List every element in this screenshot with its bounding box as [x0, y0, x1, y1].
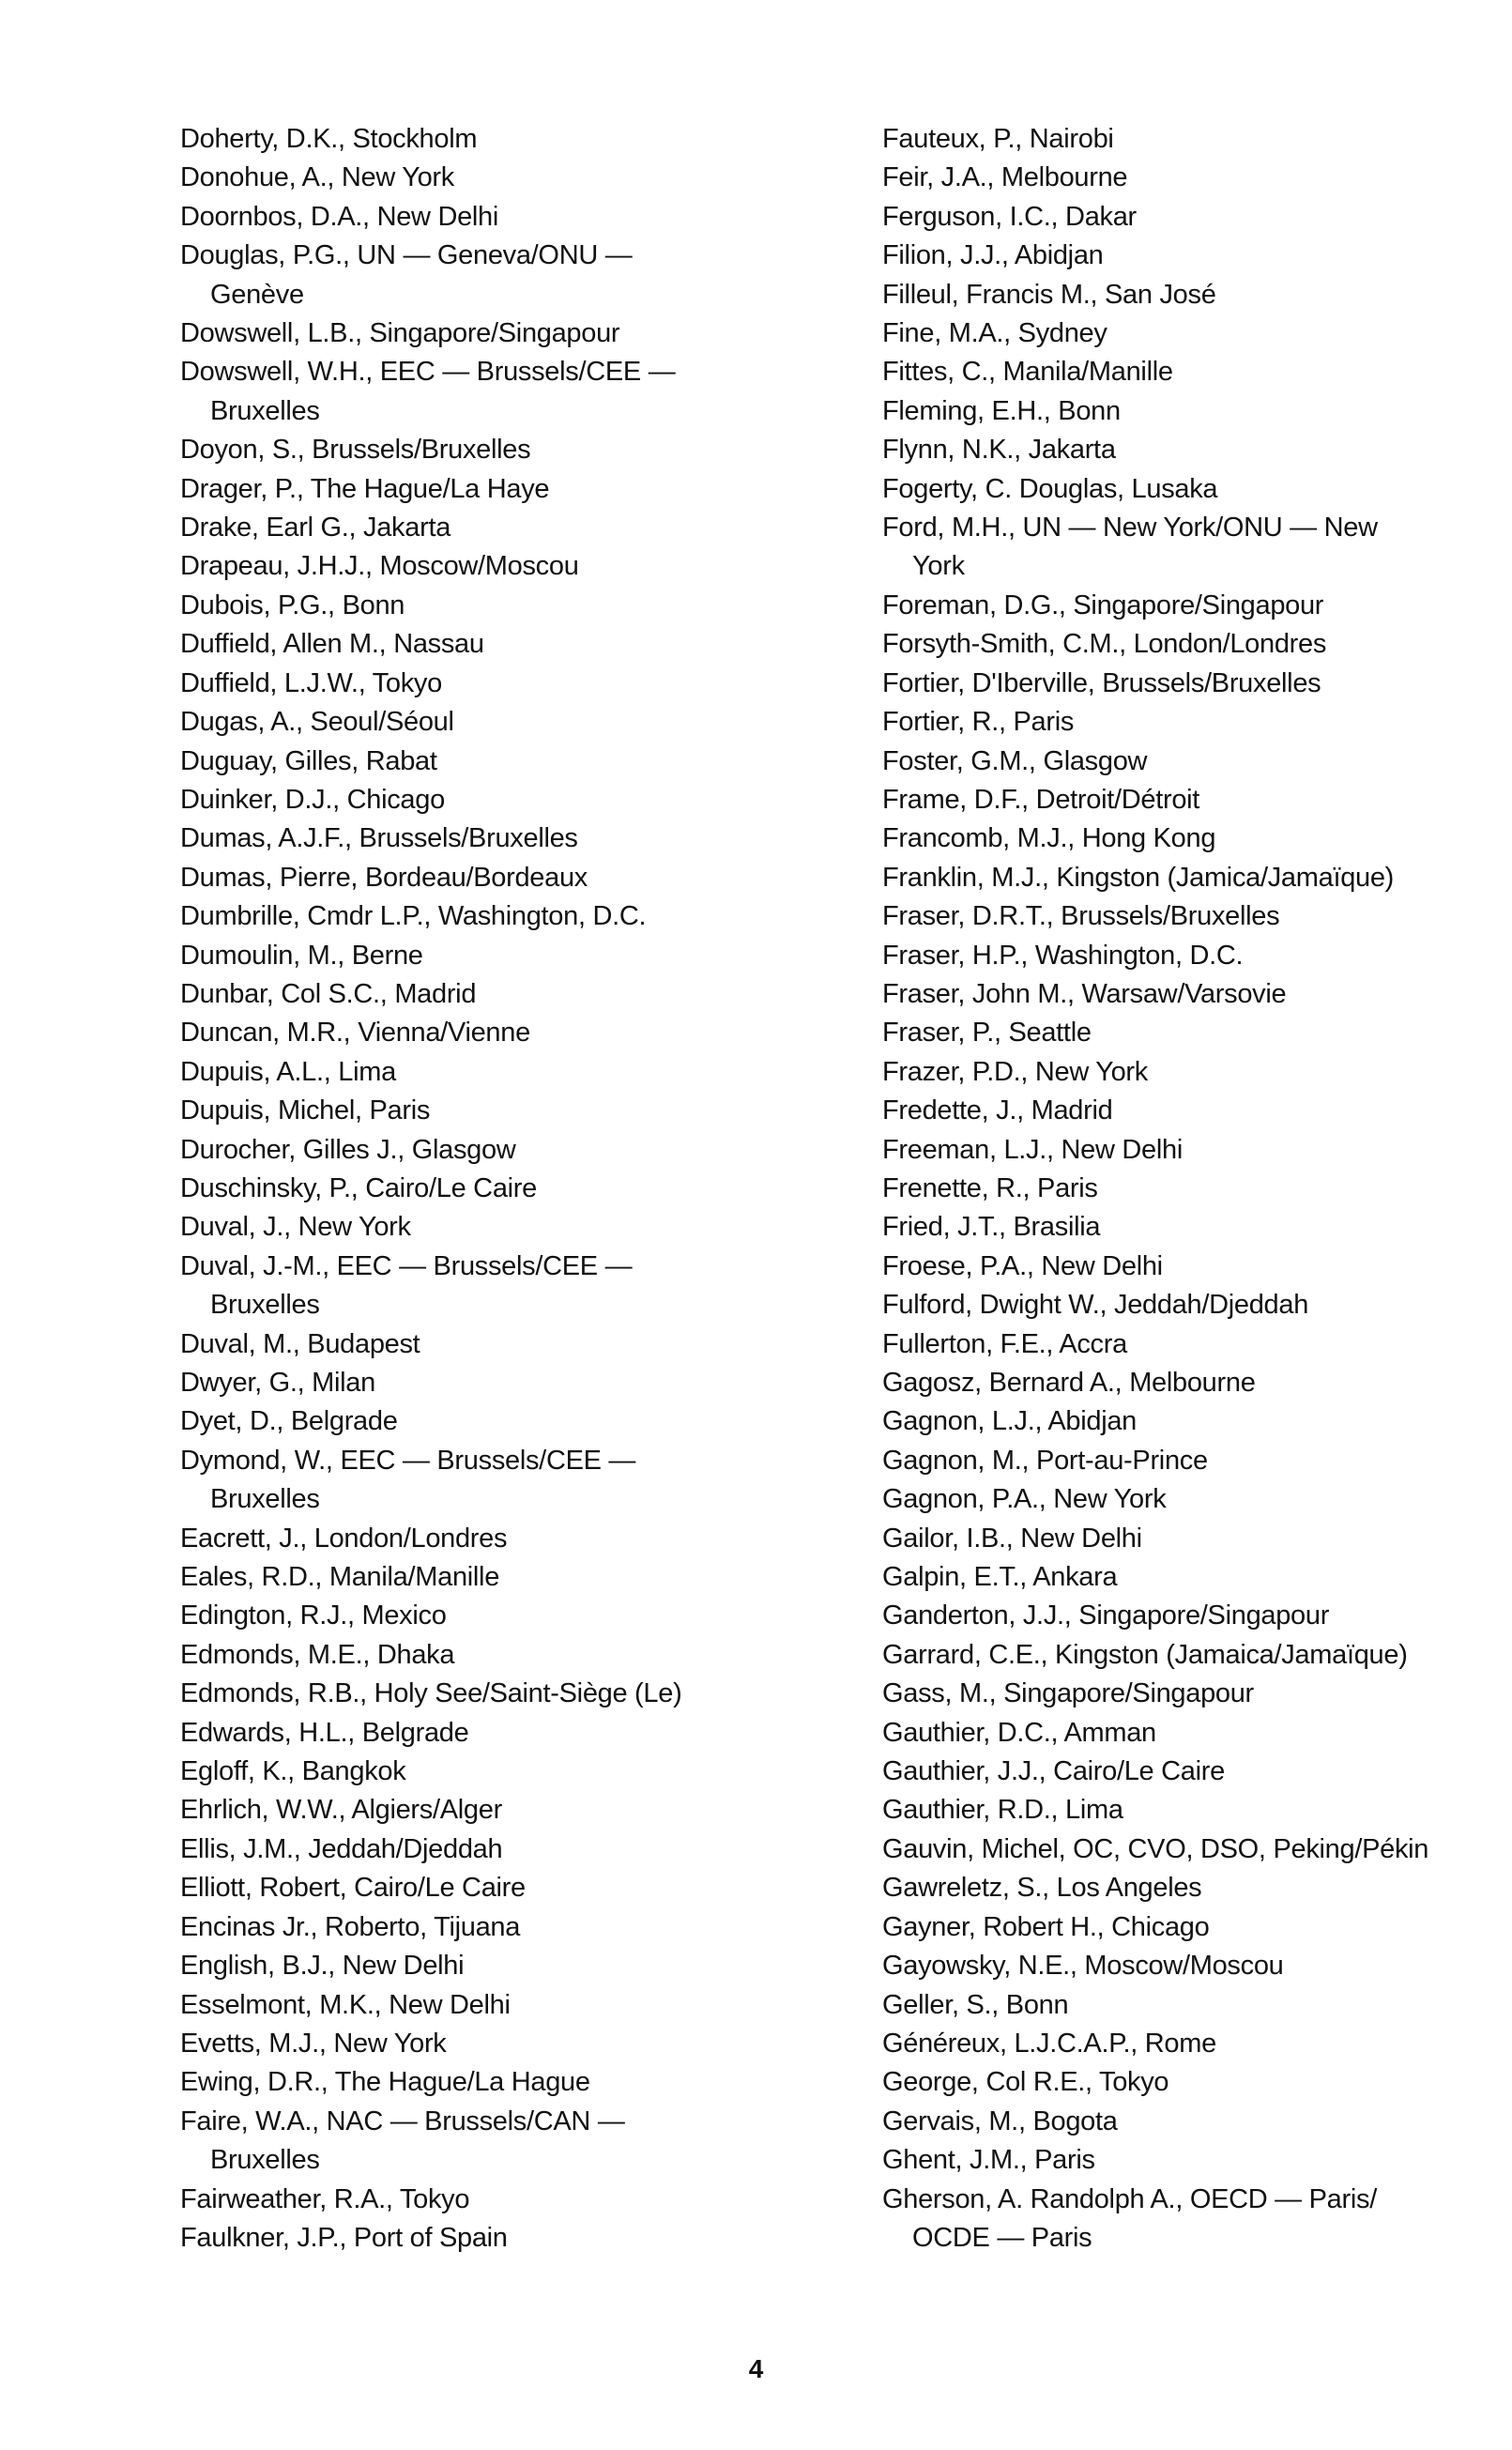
directory-entry — [180, 1753, 762, 1791]
entry-text: Gass, M., Singapore/Singapour — [882, 1678, 1254, 1709]
directory-entry — [180, 587, 762, 625]
entry-text: Foreman, D.G., Singapore/Singapour — [882, 590, 1324, 620]
directory-entry — [180, 1636, 762, 1675]
entry-text: Fullerton, F.E., Accra — [882, 1328, 1127, 1359]
entry-text: Frazer, P.D., New York — [882, 1056, 1148, 1087]
entry-text: Elliott, Robert, Cairo/Le Caire — [180, 1873, 526, 1904]
directory-entry — [180, 937, 762, 975]
directory-entry — [882, 1442, 1483, 1480]
entry-text: Faulkner, J.P., Port of Spain — [180, 2222, 508, 2253]
directory-entry — [180, 1947, 762, 1985]
directory-entry — [180, 547, 762, 586]
directory-column-right — [882, 120, 1483, 2258]
entry-text: Frame, D.F., Detroit/Détroit — [882, 784, 1200, 815]
entry-text: Froese, P.A., New Delhi — [882, 1250, 1163, 1281]
directory-entry — [882, 1520, 1483, 1558]
entry-text: Drapeau, J.H.J., Moscow/Moscou — [180, 551, 579, 582]
entry-text: Fortier, R., Paris — [882, 707, 1075, 738]
directory-entry — [882, 1208, 1483, 1247]
directory-entry — [180, 2181, 762, 2219]
directory-entry — [882, 1830, 1483, 1869]
entry-text: Filleul, Francis M., San José — [882, 279, 1216, 310]
entry-text: Duffield, L.J.W., Tokyo — [180, 667, 442, 698]
directory-entry — [882, 897, 1483, 936]
entry-text: Gailor, I.B., New Delhi — [882, 1523, 1142, 1554]
directory-entry — [882, 198, 1483, 237]
entry-continuation: OCDE — Paris — [912, 2222, 1092, 2253]
entry-text: Faire, W.A., NAC — Brussels/CAN — — [180, 2105, 625, 2136]
directory-entry — [882, 1869, 1483, 1907]
entry-text: Durocher, Gilles J., Glasgow — [180, 1134, 516, 1165]
entry-text: Ellis, J.M., Jeddah/Djeddah — [180, 1833, 503, 1864]
entry-text: Gayner, Robert H., Chicago — [882, 1911, 1210, 1942]
entry-text: Fraser, D.R.T., Brussels/Bruxelles — [882, 901, 1280, 932]
entry-text: Ford, M.H., UN — New York/ONU — New — [882, 513, 1378, 544]
directory-entry — [882, 237, 1483, 275]
entry-text: Dunbar, Col S.C., Madrid — [180, 978, 477, 1009]
entry-text: Duval, J., New York — [180, 1212, 411, 1243]
entry-continuation: Bruxelles — [210, 1290, 320, 1321]
entry-text: Fulford, Dwight W., Jeddah/Djeddah — [882, 1290, 1309, 1321]
entry-text: Dwyer, G., Milan — [180, 1368, 375, 1398]
directory-entry — [180, 314, 762, 353]
entry-text: Evetts, M.J., New York — [180, 2028, 447, 2059]
entry-text: Gherson, A. Randolph A., OECD — Paris/ — [882, 2183, 1377, 2214]
entry-text: Duinker, D.J., Chicago — [180, 784, 445, 815]
directory-entry — [180, 1597, 762, 1635]
entry-text: Douglas, P.G., UN — Geneva/ONU — — [180, 240, 633, 271]
directory-entry — [180, 1558, 762, 1597]
entry-text: Ewing, D.R., The Hague/La Hague — [180, 2067, 590, 2098]
entry-text: Gauthier, R.D., Lima — [882, 1795, 1123, 1826]
entry-text: Dupuis, A.L., Lima — [180, 1056, 396, 1087]
entry-text: Doyon, S., Brussels/Bruxelles — [180, 435, 531, 466]
entry-text: Donohue, A., New York — [180, 162, 454, 193]
entry-text: Edmonds, R.B., Holy See/Saint-Siège (Le) — [180, 1678, 682, 1709]
directory-entry — [882, 470, 1483, 509]
entry-text: Egloff, K., Bangkok — [180, 1756, 406, 1787]
entry-text: Gagnon, P.A., New York — [882, 1484, 1167, 1515]
directory-entry — [882, 819, 1483, 858]
directory-entry — [180, 781, 762, 819]
directory-entry — [180, 1248, 762, 1325]
directory-entry — [180, 1908, 762, 1947]
directory-entry — [180, 665, 762, 703]
directory-entry — [180, 819, 762, 858]
directory-entry — [180, 1325, 762, 1364]
directory-entry — [882, 1286, 1483, 1325]
directory-entry — [882, 1402, 1483, 1441]
entry-text: Ganderton, J.J., Singapore/Singapour — [882, 1600, 1330, 1631]
directory-entry — [180, 198, 762, 237]
directory-entry — [180, 237, 762, 314]
entry-text: Dupuis, Michel, Paris — [180, 1095, 431, 1126]
entry-text: Gauthier, J.J., Cairo/Le Caire — [882, 1756, 1225, 1787]
directory-entry — [180, 1170, 762, 1208]
entry-continuation: Bruxelles — [210, 1484, 320, 1515]
directory-entry — [180, 1053, 762, 1092]
directory-entry — [882, 2025, 1483, 2063]
directory-entry — [882, 1092, 1483, 1130]
entry-text: Gawreletz, S., Los Angeles — [882, 1873, 1202, 1904]
entry-text: Fogerty, C. Douglas, Lusaka — [882, 473, 1218, 504]
directory-entry — [882, 1908, 1483, 1947]
entry-text: Dumas, Pierre, Bordeau/Bordeaux — [180, 862, 588, 893]
directory-entry — [180, 431, 762, 469]
entry-text: Ferguson, I.C., Dakar — [882, 201, 1137, 232]
entry-text: Geller, S., Bonn — [882, 1989, 1069, 2020]
entry-text: Freeman, L.J., New Delhi — [882, 1134, 1183, 1165]
directory-entry — [180, 703, 762, 742]
entry-continuation: Bruxelles — [210, 2145, 320, 2176]
entry-text: Doherty, D.K., Stockholm — [180, 124, 478, 154]
directory-entry — [180, 2025, 762, 2063]
directory-entry — [180, 1442, 762, 1520]
entry-text: Fleming, E.H., Bonn — [882, 395, 1121, 426]
entry-text: Fredette, J., Madrid — [882, 1095, 1113, 1126]
entry-text: Drager, P., The Hague/La Haye — [180, 473, 550, 504]
directory-entry — [882, 1791, 1483, 1830]
entry-text: Fraser, H.P., Washington, D.C. — [882, 940, 1244, 971]
entry-text: Feir, J.A., Melbourne — [882, 162, 1128, 193]
directory-entry — [882, 781, 1483, 819]
directory-entry — [882, 120, 1483, 159]
directory-entry — [180, 1520, 762, 1558]
entry-text: Duguay, Gilles, Rabat — [180, 745, 437, 776]
directory-column-left — [180, 120, 762, 2258]
entry-text: Ehrlich, W.W., Algiers/Alger — [180, 1795, 502, 1826]
page-number: 4 — [748, 2354, 764, 2383]
directory-entry — [180, 1364, 762, 1402]
entry-text: Gauvin, Michel, OC, CVO, DSO, Peking/Pékin — [882, 1833, 1429, 1864]
entry-text: Forsyth-Smith, C.M., London/Londres — [882, 629, 1327, 660]
directory-entry — [882, 1636, 1483, 1675]
directory-entry — [882, 1325, 1483, 1364]
entry-text: Dumas, A.J.F., Brussels/Bruxelles — [180, 823, 578, 854]
directory-entry — [180, 120, 762, 159]
directory-entry — [180, 2219, 762, 2258]
directory-entry — [180, 1208, 762, 1247]
entry-text: Edmonds, M.E., Dhaka — [180, 1639, 455, 1670]
directory-entry — [180, 2103, 762, 2181]
entry-continuation: York — [912, 551, 965, 582]
directory-entry — [882, 1053, 1483, 1092]
directory-entry — [180, 975, 762, 1014]
directory-entry — [882, 2141, 1483, 2180]
directory-entry — [180, 159, 762, 197]
entry-text: Encinas Jr., Roberto, Tijuana — [180, 1911, 521, 1942]
directory-entry — [882, 1753, 1483, 1791]
entry-text: Fried, J.T., Brasilia — [882, 1212, 1101, 1243]
entry-text: Duval, J.-M., EEC — Brussels/CEE — — [180, 1250, 633, 1281]
entry-text: Duval, M., Budapest — [180, 1328, 420, 1359]
entry-text: Eales, R.D., Manila/Manille — [180, 1562, 500, 1593]
directory-entry — [882, 2103, 1483, 2141]
directory-entry — [882, 587, 1483, 625]
entry-text: Galpin, E.T., Ankara — [882, 1562, 1118, 1593]
directory-entry — [882, 1597, 1483, 1635]
entry-text: Fauteux, P., Nairobi — [882, 124, 1114, 154]
directory-entry — [180, 470, 762, 509]
entry-text: Fraser, John M., Warsaw/Varsovie — [882, 978, 1287, 1009]
entry-text: Eacrett, J., London/Londres — [180, 1523, 508, 1554]
entry-text: Frenette, R., Paris — [882, 1172, 1098, 1203]
entry-text: Garrard, C.E., Kingston (Jamaica/Jamaïque) — [882, 1639, 1408, 1670]
entry-text: Duschinsky, P., Cairo/Le Caire — [180, 1172, 537, 1203]
entry-text: Duffield, Allen M., Nassau — [180, 629, 484, 660]
entry-text: Généreux, L.J.C.A.P., Rome — [882, 2028, 1216, 2059]
directory-entry — [882, 703, 1483, 742]
entry-text: Gervais, M., Bogota — [882, 2105, 1118, 2136]
entry-continuation: Bruxelles — [210, 395, 320, 426]
entry-text: Franklin, M.J., Kingston (Jamica/Jamaïque) — [882, 862, 1395, 893]
entry-text: Flynn, N.K., Jakarta — [882, 435, 1116, 466]
directory-entry — [882, 353, 1483, 391]
directory-entry — [882, 1170, 1483, 1208]
directory-entry — [882, 1714, 1483, 1753]
directory-entry — [180, 859, 762, 897]
entry-text: Duncan, M.R., Vienna/Vienne — [180, 1018, 530, 1049]
directory-entry — [882, 665, 1483, 703]
directory-entry — [882, 743, 1483, 781]
entry-text: Gagosz, Bernard A., Melbourne — [882, 1368, 1256, 1398]
directory-entry — [180, 743, 762, 781]
entry-text: Edington, R.J., Mexico — [180, 1600, 447, 1631]
entry-text: Gagnon, L.J., Abidjan — [882, 1406, 1138, 1437]
directory-entry — [882, 431, 1483, 469]
directory-entry — [882, 2063, 1483, 2102]
directory-entry — [882, 625, 1483, 664]
entry-text: Foster, G.M., Glasgow — [882, 745, 1148, 776]
entry-text: Fairweather, R.A., Tokyo — [180, 2183, 470, 2214]
entry-text: Gauthier, D.C., Amman — [882, 1717, 1156, 1748]
directory-entry — [882, 276, 1483, 314]
entry-text: Dyet, D., Belgrade — [180, 1406, 398, 1437]
directory-entry — [180, 1791, 762, 1830]
directory-entry — [882, 392, 1483, 431]
entry-text: Fraser, P., Seattle — [882, 1018, 1092, 1049]
directory-entry — [180, 1830, 762, 1869]
entry-continuation: Genève — [210, 279, 304, 310]
directory-entry — [882, 1558, 1483, 1597]
entry-text: Dubois, P.G., Bonn — [180, 590, 405, 620]
directory-entry — [882, 1675, 1483, 1713]
entry-text: Dowswell, W.H., EEC — Brussels/CEE — — [180, 357, 676, 388]
entry-text: Ghent, J.M., Paris — [882, 2145, 1095, 2176]
entry-text: Gayowsky, N.E., Moscow/Moscou — [882, 1951, 1284, 1982]
directory-entry — [180, 509, 762, 547]
entry-text: Edwards, H.L., Belgrade — [180, 1717, 469, 1748]
directory-entry — [180, 1869, 762, 1907]
entry-text: George, Col R.E., Tokyo — [882, 2067, 1169, 2098]
directory-entry — [180, 897, 762, 936]
entry-text: Dugas, A., Seoul/Séoul — [180, 707, 454, 738]
directory-entry — [882, 159, 1483, 197]
entry-text: Dymond, W., EEC — Brussels/CEE — — [180, 1445, 636, 1476]
directory-entry — [180, 1675, 762, 1713]
directory-entry — [180, 1402, 762, 1441]
directory-entry — [882, 859, 1483, 897]
directory-entry — [882, 314, 1483, 353]
entry-text: Fine, M.A., Sydney — [882, 318, 1107, 349]
entry-text: English, B.J., New Delhi — [180, 1951, 465, 1982]
directory-entry — [882, 937, 1483, 975]
entry-text: Dowswell, L.B., Singapore/Singapour — [180, 318, 620, 349]
directory-entry — [180, 2063, 762, 2102]
directory-entry — [180, 1131, 762, 1170]
directory-entry — [180, 1014, 762, 1052]
directory-entry — [180, 1714, 762, 1753]
directory-entry — [882, 1364, 1483, 1402]
directory-entry — [882, 1014, 1483, 1052]
entry-text: Dumbrille, Cmdr L.P., Washington, D.C. — [180, 901, 647, 932]
entry-text: Gagnon, M., Port-au-Prince — [882, 1445, 1208, 1476]
directory-entry — [882, 1986, 1483, 2025]
entry-text: Francomb, M.J., Hong Kong — [882, 823, 1216, 854]
directory-entry — [882, 509, 1483, 587]
directory-entry — [882, 1480, 1483, 1519]
directory-entry — [180, 353, 762, 431]
directory-entry — [180, 1986, 762, 2025]
directory-entry — [180, 625, 762, 664]
directory-entry — [180, 1092, 762, 1130]
directory-entry — [882, 2181, 1483, 2259]
directory-entry — [882, 1947, 1483, 1985]
entry-text: Doornbos, D.A., New Delhi — [180, 201, 499, 232]
directory-entry — [882, 1131, 1483, 1170]
directory-entry — [882, 1248, 1483, 1286]
entry-text: Fittes, C., Manila/Manille — [882, 357, 1173, 388]
directory-entry — [882, 975, 1483, 1014]
entry-text: Drake, Earl G., Jakarta — [180, 513, 451, 544]
entry-text: Dumoulin, M., Berne — [180, 940, 423, 971]
entry-text: Esselmont, M.K., New Delhi — [180, 1989, 511, 2020]
entry-text: Fortier, D'Iberville, Brussels/Bruxelles — [882, 667, 1321, 698]
entry-text: Filion, J.J., Abidjan — [882, 240, 1104, 271]
